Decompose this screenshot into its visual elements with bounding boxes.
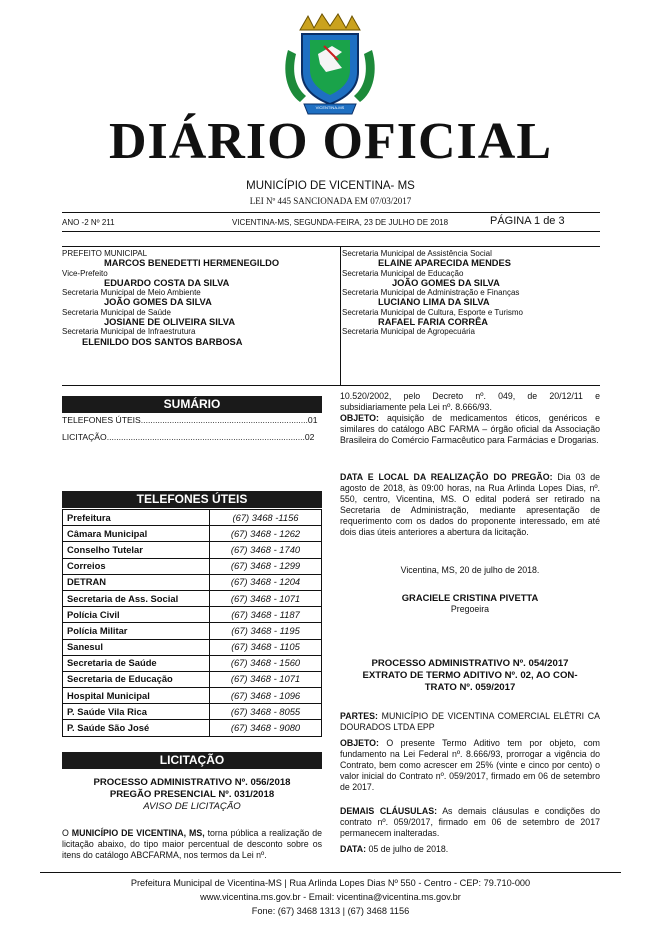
phone-label: DETRAN [63,574,210,590]
phone-label: Secretaria de Ass. Social [63,590,210,606]
phone-number: (67) 3468 - 1299 [210,558,322,574]
phone-label: Correios [63,558,210,574]
gov-title: Secretaria Municipal de Administração e Finanças [342,288,520,298]
table-row [63,671,322,687]
phone-label: Hospital Municipal [63,688,210,704]
gov-title: Secretaria Municipal de Cultura, Esporte e Turismo [342,307,523,317]
gov-title: Secretaria Municipal de Agropecuária [342,327,475,337]
phone-number: (67) 3468 - 1204 [210,574,322,590]
licitacao-signer-role: Pregoeira [450,604,490,614]
aditivo-title-3: TRATO Nº. 059/2017 [424,682,516,693]
licitacao-intro-col1 [62,828,322,861]
gov-title: PREFEITO MUNICIPAL [62,249,148,258]
government-divider [340,246,341,386]
edition-bottom-rule [62,231,600,232]
phone-label: Prefeitura [63,510,210,526]
licitacao-data-local [340,472,600,538]
licitacao-processo: PROCESSO ADMINISTRATIVO Nº. 056/2018 [93,777,291,788]
edition-page-number: PÁGINA 1 de 3 [490,215,565,227]
table-row [63,607,322,623]
table-row [63,688,322,704]
phone-label: P. Saúde São José [63,720,210,736]
sumario-item: LICITAÇÃO...................................................................................02 [62,432,315,442]
table-row [63,623,322,639]
table-row [63,590,322,606]
licitacao-intro-text: torna pública a realização de licitação abaixo, do tipo maior percentual de desconto sobre os itens do catálogo ABCFARMA, nos termos da Lei nº. [62,828,322,860]
licitacao-signer: GRACIELE CRISTINA PIVETTA [401,592,539,603]
gov-name: EDUARDO COSTA DA SILVA [104,277,230,288]
table-row [63,542,322,558]
gov-name: ELAINE APARECIDA MENDES [378,258,511,269]
table-row [63,574,322,590]
phone-label: Polícia Civil [63,607,210,623]
phone-label: Sanesul [63,639,210,655]
government-right-column [342,249,598,337]
phone-number: (67) 3468 - 1740 [210,542,322,558]
gov-name: JOÃO GOMES DA SILVA [392,277,500,288]
phone-label: Secretaria de Saúde [63,655,210,671]
footer-web-email: www.vicentina.ms.gov.br - Email: vicentina@vicentina.ms.gov.br [200,892,461,902]
table-row [63,720,322,736]
phone-label: P. Saúde Vila Rica [63,704,210,720]
aditivo-data [340,844,600,855]
phone-number: (67) 3468 - 8055 [210,704,322,720]
phone-number: (67) 3468 - 1262 [210,526,322,542]
licitacao-aviso: AVISO DE LICITAÇÃO [143,801,241,812]
licitacao-intro-municipio: MUNICÍPIO DE VICENTINA, MS, [71,828,205,838]
phone-label: Câmara Municipal [63,526,210,542]
aditivo-title-1: PROCESSO ADMINISTRATIVO Nº. 054/2017 [371,658,569,669]
government-left-column [62,249,338,347]
telefones-table [62,509,322,737]
municipal-coat-of-arms [280,10,380,118]
licitacao-pregao: PREGÃO PRESENCIAL Nº. 031/2018 [109,789,275,800]
footer-address: Prefeitura Municipal de Vicentina-MS | Rua Arlinda Lopes Dias Nº 550 - Centro - CEP: 79.710-000 [130,878,531,888]
phone-number: (67) 3468 - 1195 [210,623,322,639]
sumario-heading: SUMÁRIO [62,396,322,413]
crest-banner-text: VICENTINA-MS [315,105,345,110]
gov-name: JOSIANE DE OLIVEIRA SILVA [104,317,236,328]
aditivo-demais-text: As demais cláusulas e condições do contrato nº. 059/2017, firmado em 06 de setembro de 2017 permanecem inalteradas. [340,806,600,838]
footer-phones: Fone: (67) 3468 1313 | (67) 3468 1156 [251,906,410,916]
phone-number: (67) 3468 - 1071 [210,671,322,687]
table-row [63,526,322,542]
aditivo-objeto-label: OBJETO: [340,738,379,748]
table-row [63,639,322,655]
gov-name: RAFAEL FARIA CORRÊA [378,317,489,328]
licitacao-heading: LICITAÇÃO [62,752,322,769]
aditivo-demais-label: DEMAIS CLÁUSULAS: [340,806,438,816]
sumario-item: TELEFONES ÚTEIS......................................................................01 [62,415,318,425]
gov-title: Secretaria Municipal de Infraestrutura [62,327,196,337]
gov-name: MARCOS BENEDETTI HERMENEGILDO [104,258,280,269]
gov-title: Secretaria Municipal de Saúde [62,307,171,317]
table-row [63,704,322,720]
licitacao-objeto [340,413,600,446]
phone-number: (67) 3468 - 1096 [210,688,322,704]
phone-number: (67) 3468 - 1187 [210,607,322,623]
licitacao-data-label: DATA E LOCAL DA REALIZAÇÃO DO PREGÃO: [340,472,553,482]
licitacao-intro-col2: 10.520/2002, pelo Decreto nº. 049, de 20/12/11 e subsidiariamente pela Lei nº. 8.666/93. [340,391,600,412]
phone-label: Secretaria de Educação [63,671,210,687]
gov-name: ELENILDO DOS SANTOS BARBOSA [82,336,243,347]
table-row [63,558,322,574]
telefones-heading: TELEFONES ÚTEIS [62,491,322,508]
licitacao-objeto-text: aquisição de medicamentos éticos, genéricos e similares do catálogo ABC FARMA – órgão oficial da Associação Brasileira do Comércio Farmacêutico para Farmácias e Drogarias. [340,413,600,445]
aditivo-demais [340,806,600,839]
aditivo-partes-text: MUNICÍPIO DE VICENTINA COMERCIAL ELÉTRI CA DOURADOS LTDA EPP [340,711,600,732]
phone-number: (67) 3468 - 1105 [210,639,322,655]
table-row [63,510,322,526]
licitacao-objeto-label: OBJETO: [340,413,379,423]
gov-title: Secretaria Municipal de Meio Ambiente [62,288,201,298]
aditivo-objeto-text: O presente Termo Aditivo tem por objeto, com fundamento na Lei Federal nº. 8.666/93, prorrogar a vigência do Contrato, bem como acrescer em 25% (vinte e cinco por cento) o valor inicial do Contrato nº. 059/2017, firmado em 06 de setembro de 2017. [340,738,600,792]
phone-number: (67) 3468 - 1560 [210,655,322,671]
licitacao-data-text: Dia 03 de agosto de 2018, às 09:00 horas, na Rua Arlinda Lopes Dias, nº. 550, centro, Vicentina, MS. O edital poderá ser retirado na Secretaria de Administração, mediante apresentação de requerimento com os dados do proponente interessado, em até dois dias úteis anteriores a abertura da licitação. [340,472,600,537]
licitacao-place-date: Vicentina, MS, 20 de julho de 2018. [400,565,540,575]
aditivo-data-label: DATA: [340,844,367,854]
phone-label: Conselho Tutelar [63,542,210,558]
gov-name: JOÃO GOMES DA SILVA [104,297,212,308]
phone-label: Polícia Militar [63,623,210,639]
table-row [63,655,322,671]
masthead-municipio: MUNICÍPIO DE VICENTINA- MS [246,180,415,192]
aditivo-objeto [340,738,600,793]
phone-number: (67) 3468 - 9080 [210,720,322,736]
phone-number: (67) 3468 -1156 [210,510,322,526]
aditivo-data-text: 05 de julho de 2018. [366,844,449,854]
edition-number: ANO -2 Nº 211 [62,218,115,227]
masthead-title: DIÁRIO OFICIAL [108,113,553,170]
masthead-lei: LEI Nº 445 SANCIONADA EM 07/03/2017 [249,196,412,206]
phone-number: (67) 3468 - 1071 [210,590,322,606]
aditivo-title-2: EXTRATO DE TERMO ADITIVO Nº. 02, AO CON- [362,670,578,681]
aditivo-partes-label: PARTES: [340,711,378,721]
edition-place-date: VICENTINA-MS, SEGUNDA-FEIRA, 23 DE JULHO DE 2018 [232,218,449,227]
gov-name: LUCIANO LIMA DA SILVA [378,297,490,308]
gov-title: Secretaria Municipal de Educação [342,268,464,278]
footer-rule [40,872,621,873]
gov-title: Secretaria Municipal de Assistência Social [342,249,492,258]
aditivo-partes [340,711,600,733]
licitacao-intro-pre: O [62,828,72,838]
gov-title: Vice-Prefeito [62,268,108,278]
